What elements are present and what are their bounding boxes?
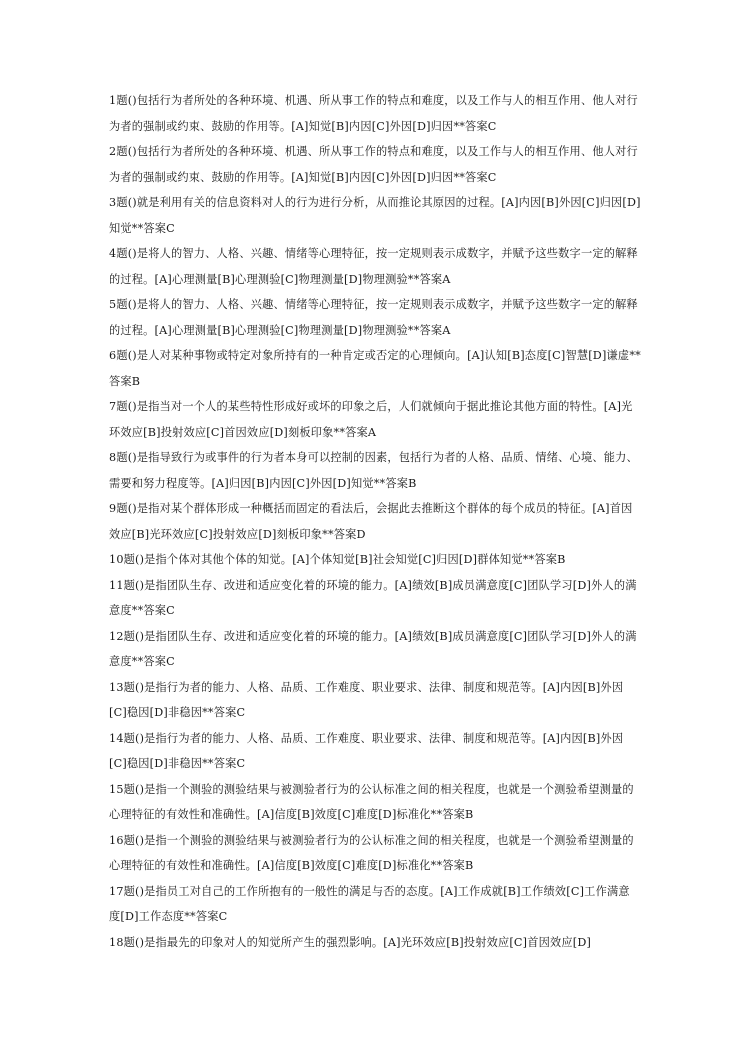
question-9: 9题()是指对某个群体形成一种概括而固定的看法后，会据此去推断这个群体的每个成员的特征。[A]首因效应[B]光环效应[C]投射效应[D]刻板印象**答案D [109,502,633,541]
question-5: 5题()是将人的智力、人格、兴趣、情绪等心理特征，按一定规则表示成数字，并赋予这些数字一定的解释的过程。[A]心理测量[B]心理测验[C]物理测量[D]物理测验**答案A [109,298,638,337]
question-13: 13题()是指行为者的能力、人格、品质、工作难度、职业要求、法律、制度和规范等。[A]内因[B]外因[C]稳因[D]非稳因**答案C [109,680,624,719]
question-3: 3题()就是利用有关的信息资料对人的行为进行分析，从而推论其原因的过程。[A]内因[B]外因[C]归因[D]知觉**答案C [109,196,641,235]
question-2: 2题()包括行为者所处的各种环境、机遇、所从事工作的特点和难度，以及工作与人的相互作用、他人对行为者的强制或约束、鼓励的作用等。[A]知觉[B]内因[C]外因[D]归因**答案C [109,145,638,184]
question-12: 12题()是指团队生存、改进和适应变化着的环境的能力。[A]绩效[B]成员满意度[C]团队学习[D]外人的满意度**答案C [109,629,637,668]
question-10: 10题()是指个体对其他个体的知觉。[A]个体知觉[B]社会知觉[C]归因[D]群体知觉**答案B [109,553,566,566]
question-18: 18题()是指最先的印象对人的知觉所产生的强烈影响。[A]光环效应[B]投射效应[C]首因效应[D] [109,935,592,949]
question-17: 17题()是指员工对自己的工作所抱有的一般性的满足与否的态度。[A]工作成就[B]工作绩效[C]工作满意度[D]工作态度**答案C [109,884,630,923]
question-16: 16题()是指一个测验的测验结果与被测验者行为的公认标准之间的相关程度，也就是一个测验希望测量的心理特征的有效性和准确性。[A]信度[B]效度[C]难度[D]标准化**答案B [109,833,634,872]
question-15: 15题()是指一个测验的测验结果与被测验者行为的公认标准之间的相关程度，也就是一个测验希望测量的心理特征的有效性和准确性。[A]信度[B]效度[C]难度[D]标准化**答案B [109,782,634,821]
question-11: 11题()是指团队生存、改进和适应变化着的环境的能力。[A]绩效[B]成员满意度[C]团队学习[D]外人的满意度**答案C [109,578,637,617]
question-list [109,88,641,955]
question-7: 7题()是指当对一个人的某些特性形成好或坏的印象之后，人们就倾向于据此推论其他方面的特性。[A]光环效应[B]投射效应[C]首因效应[D]刻板印象**答案A [109,400,633,439]
question-1: 1题()包括行为者所处的各种环境、机遇、所从事工作的特点和难度，以及工作与人的相互作用、他人对行为者的强制或约束、鼓励的作用等。[A]知觉[B]内因[C]外因[D]归因**答案C [109,94,638,133]
question-4: 4题()是将人的智力、人格、兴趣、情绪等心理特征，按一定规则表示成数字，并赋予这些数字一定的解释的过程。[A]心理测量[B]心理测验[C]物理测量[D]物理测验**答案A [109,247,638,286]
question-6: 6题()是人对某种事物或特定对象所持有的一种肯定或否定的心理倾向。[A]认知[B]态度[C]智慧[D]谦虚**答案B [109,349,641,388]
question-14: 14题()是指行为者的能力、人格、品质、工作难度、职业要求、法律、制度和规范等。[A]内因[B]外因[C]稳因[D]非稳因**答案C [109,731,624,770]
question-8: 8题()是指导致行为或事件的行为者本身可以控制的因素，包括行为者的人格、品质、情绪、心境、能力、需要和努力程度等。[A]归因[B]内因[C]外因[D]知觉**答案B [109,451,638,490]
